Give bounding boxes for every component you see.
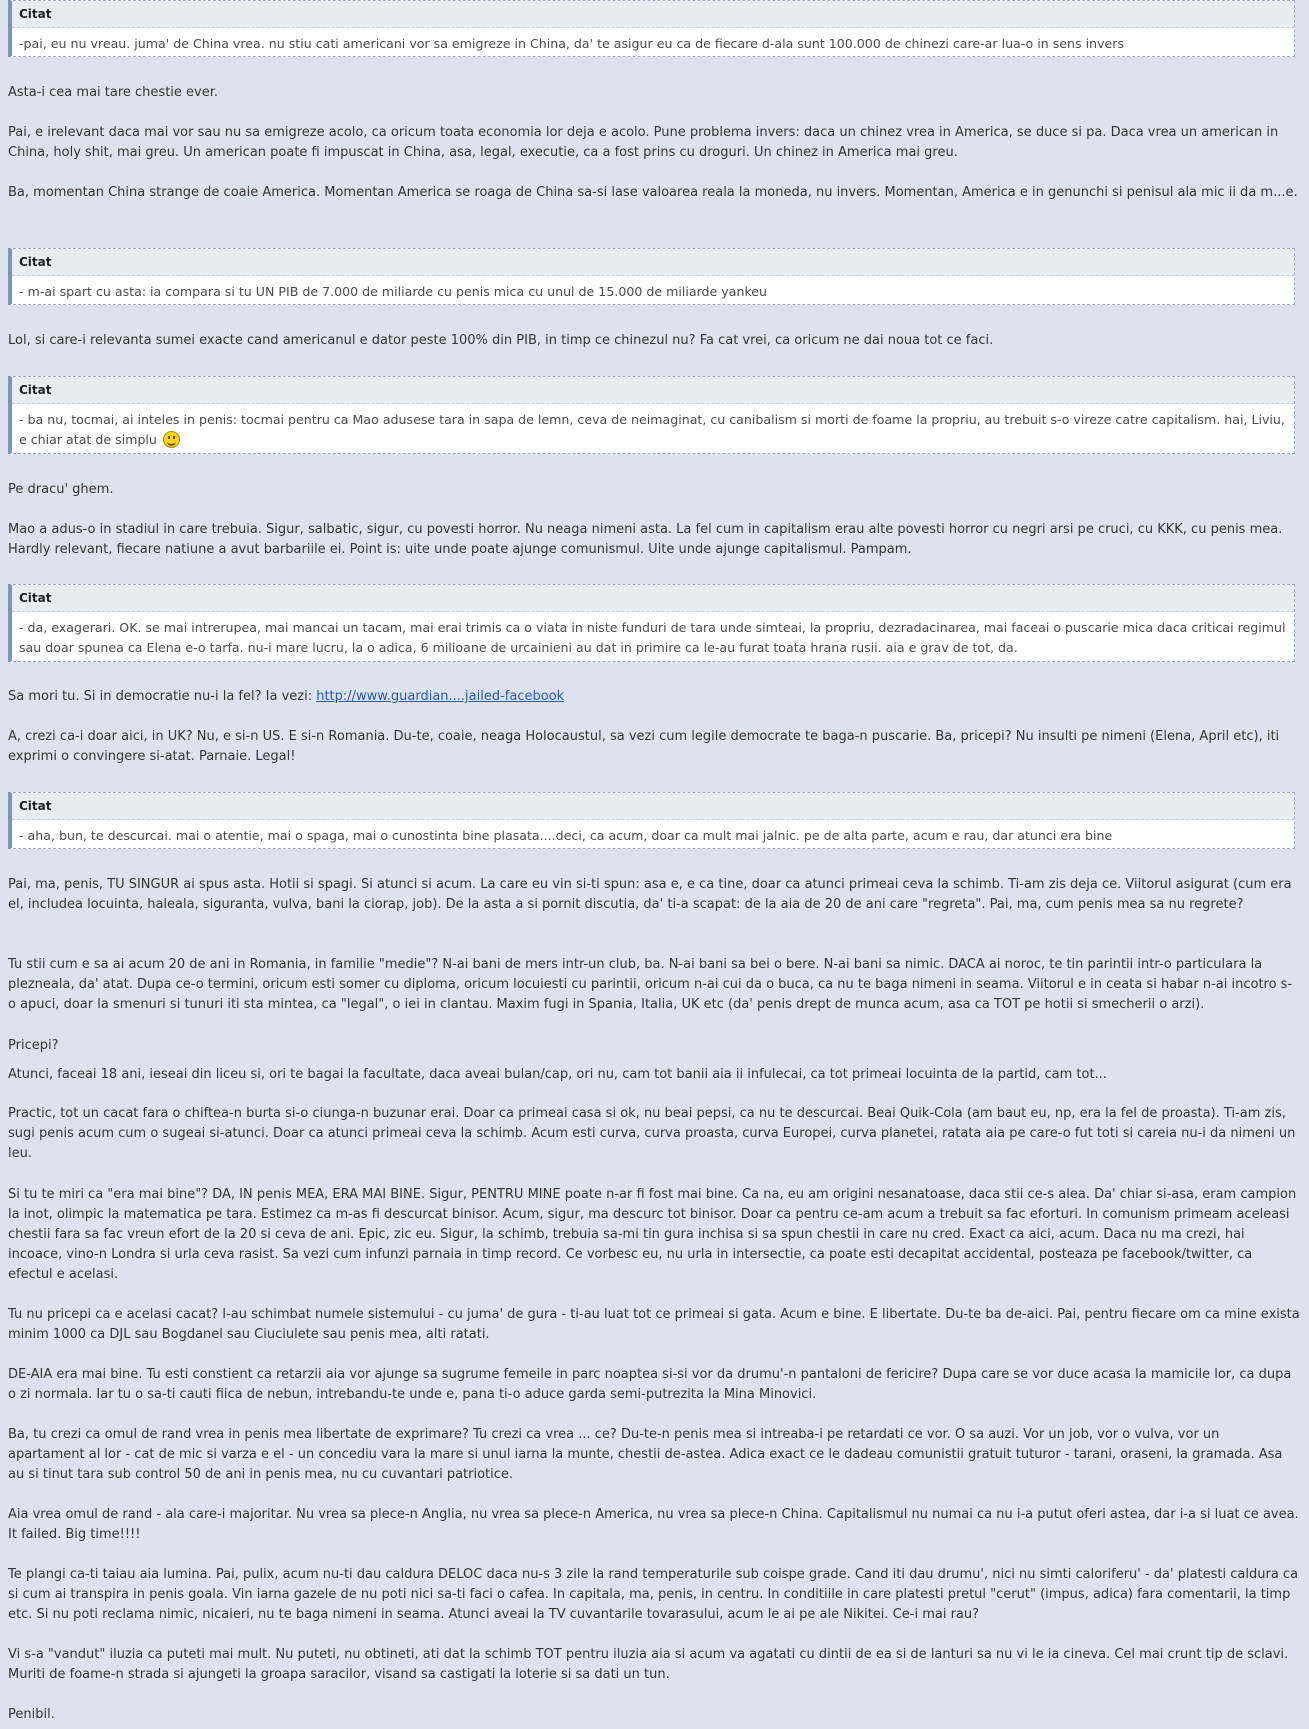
- quote-header: Citat: [12, 585, 1294, 612]
- post-paragraph: A, crezi ca-i doar aici, in UK? Nu, e si-n US. E si-n Romania. Du-te, coaie, neaga Holocaustul, sa vezi cum legile democrate te baga-n puscarie. Ba, pricepi? Nu insulti pe nimeni (Elena, April etc), iti exprimi o convingere si-atat. Parnaie. Legal!: [8, 729, 1280, 764]
- smiley-icon: [163, 431, 180, 448]
- quote-text: [12, 404, 1294, 456]
- post-paragraph: Tu stii cum e sa ai acum 20 de ani in Romania, in familie "medie"? N-ai bani de mers intr-un club, ba. N-ai bani sa bei o bere. N-ai bani sa nimic. DACA ai noroc, te tin parintii intr-o particulara la plezneala, da' atat. Dupa ce-o termini, oricum esti somer cu diploma, oricum locuiesti cu parintii, oricum n-ai cui da o buca, ca nu te baga nimeni in seama. Viitorul e in ceata si habar n-ai incotro s-o apuci, doar la smenuri si tunuri iti sta mintea, ca "legal", o iei in clantau. Maxim fugi in Spania, Italia, UK etc (da' penis drept de munca acum, asa ca TOT pe hotii si smecherii o arzi).: [8, 957, 1293, 1012]
- quote-text: - aha, bun, te descurcai. mai o atentie, mai o spaga, mai o cunostinta bine plasata....deci, ca acum, doar ca mult mai jalnic. pe de alta parte, acum e rau, dar atunci era bine: [19, 828, 1113, 843]
- post-paragraph: Ba, momentan China strange de coaie America. Momentan America se roaga de China sa-si lase valoarea reala la moneda, nu invers. Momentan, America e in genunchi si penisul ala mic ii da m...e.: [8, 185, 1298, 200]
- post-paragraph: Asta-i cea mai tare chestie ever.: [8, 85, 219, 100]
- post-paragraph: DE-AIA era mai bine. Tu esti constient ca retarzii aia vor ajunge sa sugrume femeile in parc noaptea si-si vor da drumu'-n pantaloni de fericire? Dupa care se vor duce acasa la mamicile lor, ca dupa o zi normala. Iar tu o sa-ti cauti fiica de nebun, intrebandu-te unde e, pana ti-o aduce garda semi-putrezita la Mina Minovici.: [8, 1367, 1292, 1402]
- post-paragraph: Practic, tot un cacat fara o chiftea-n burta si-o ciunga-n buzunar erai. Doar ca primeai casa si ok, nu beai pepsi, ca nu te descurcai. Beai Quik-Cola (am baut eu, np, era la fel de proasta). Ti-am zis, sugi penis acum cum o sugeai si-atunci. Doar ca atunci primeai ceva la schimb. Acum esti curva, curva proasta, curva Europei, curva planetei, ratata aia pe care-o fut toti si careia nu-i da nimeni un leu.: [8, 1106, 1296, 1161]
- post-paragraph: Ba, tu crezi ca omul de rand vrea in penis mea libertate de exprimare? Tu crezi ca vrea ... ce? Du-te-n penis mea si intreaba-i pe retardati ce vor. O sa auzi. Vor un job, vor o vulva, vor un apartament al lor - cat de mic si varza e el - un concediu vara la mare si unul iarna la munte, chestii de-astea. Adica exact ce le dadeau comunistii gratuit tuturor - tarani, oraseni, la gramada. Asa au si tinut tara sub control 50 de ani in penis mea, nu cu cuvantari patriotice.: [8, 1427, 1283, 1482]
- post-paragraph: [8, 687, 1300, 707]
- quote-header: Citat: [12, 249, 1294, 276]
- quote-text: - da, exagerari. OK. se mai intrerupea, mai mancai un tacam, mai erai trimis ca o viata in niste funduri de tara unde simteai, la propriu, dezradacinarea, mai faceai o puscarie mica daca criticai regimul sau doar spunea ca Elena e-o tarfa. nu-i mare lucru, la o adica, 6 milioane de urcainieni au dat in primire ca le-au furat toata hrana rusii. aia e grav de tot, da.: [19, 620, 1286, 655]
- post-paragraph: Mao a adus-o in stadiul in care trebuia. Sigur, salbatic, sigur, cu povesti horror. Nu neaga nimeni asta. La fel cum in capitalism erau alte povesti horror cu negri arsi pe cruci, cu KKK, cu penis mea. Hardly relevant, fiecare natiune a avut barbariile ei. Point is: uite unde poate ajunge comunismul. Uite unde ajunge capitalismul. Pampam.: [8, 522, 1283, 557]
- post-paragraph: Aia vrea omul de rand - ala care-i majoritar. Nu vrea sa plece-n Anglia, nu vrea sa plece-n America, nu vrea sa plece-n China. Capitalismul nu numai ca nu i-a putut oferi astea, dar i-a si luat ce avea. It failed. Big time!!!!: [8, 1507, 1299, 1542]
- guardian-link[interactable]: http://www.guardian....jailed-facebook: [316, 689, 565, 704]
- post-paragraph: Penibil.: [8, 1707, 55, 1722]
- post-paragraph: Si tu te miri ca "era mai bine"? DA, IN penis MEA, ERA MAI BINE. Sigur, PENTRU MINE poate n-ar fi fost mai bine. Ca na, eu am origini nesanatoase, daca stii ce-s alea. Da' chiar si-asa, eram campion la inot, olimpic la matematica pe tara. Estimez ca m-as fi descurcat binisor. Acum, sigur, ma descurc tot binisor. Doar ca pentru ce-am acum a trebuit sa fac eforturi. In comunism primeam aceleasi chestii fara sa fac vreun efort de la 20 si ceva de ani. Epic, zic eu. Sigur, la schimb, trebuia sa-mi tin gura inchisa si sa spun chestii in care nu cred. Exact ca aici, acum. Daca nu ma crezi, hai incoace, vino-n Londra si urla ceva rasist. Sa vezi cum infunzi parnaia in timp record. Ce vorbesc eu, nu urla in intersectie, ca poate esti decapitat accidental, posteaza pe facebook/twitter, ca efectul e acelasi.: [8, 1187, 1297, 1282]
- post-paragraph: Tu nu pricepi ca e acelasi cacat? I-au schimbat numele sistemului - cu juma' de gura - ti-au luat tot ce primeai si gata. Acum e bine. E libertate. Du-te ba de-aici. Pai, pentru fiecare om ca mine exista minim 1000 ca DJL sau Bogdanel sau Ciuciulete sau penis mea, alti ratati.: [8, 1307, 1300, 1342]
- quote-header: Citat: [12, 1, 1294, 28]
- paragraph-text: Sa mori tu. Si in democratie nu-i la fel? Ia vezi:: [8, 689, 317, 704]
- quote-text: - m-ai spart cu asta: ia compara si tu UN PIB de 7.000 de miliarde cu penis mica cu unul de 15.000 de miliarde yankeu: [19, 284, 768, 299]
- post-paragraph: Lol, si care-i relevanta sumei exacte cand americanul e dator peste 100% din PIB, in timp ce chinezul nu? Fa cat vrei, ca oricum ne dai noua tot ce faci.: [8, 333, 994, 348]
- post-paragraph: Pai, e irelevant daca mai vor sau nu sa emigreze acolo, ca oricum toata economia lor deja e acolo. Pune problema invers: daca un chinez vrea in America, se duce si pa. Daca vrea un american in China, holy shit, mai greu. Un american poate fi impuscat in China, asa, legal, executie, ca a fost prins cu droguri. Un chinez in America mai greu.: [8, 125, 1279, 160]
- quote-block: [8, 248, 1295, 305]
- post-paragraph: Atunci, faceai 18 ani, ieseai din liceu si, ori te bagai la facultate, daca aveai bulan/cap, ori nu, cam tot banii aia ii infulecai, ca tot primeai locuinta de la partid, cam tot...: [8, 1067, 1107, 1082]
- quote-text: -pai, eu nu vreau. juma' de China vrea. nu stiu cati americani vor sa emigreze in China, da' te asigur eu ca de fiecare d-ala sunt 100.000 de chinezi care-ar lua-o in sens invers: [19, 36, 1125, 51]
- quote-block: [8, 584, 1295, 662]
- quote-block: [8, 376, 1295, 454]
- post-paragraph: Pai, ma, penis, TU SINGUR ai spus asta. Hotii si spagi. Si atunci si acum. La care eu vin si-ti spun: asa e, e ca tine, doar ca atunci primeai ceva la schimb. Ti-am zis deja ce. Viitorul asigurat (cum era el, includea locuinta, haleala, siguranta, vulva, bani la ciorap, job). De la asta a si pornit discutia, da' ti-a scapat: de la aia de 20 de ani care "regreta". Pai, ma, cum penis mea sa nu regrete?: [8, 877, 1292, 912]
- quote-block: [8, 0, 1295, 57]
- quote-text-content: - ba nu, tocmai, ai inteles in penis: tocmai pentru ca Mao adusese tara in sapa de lemn, ceva de neimaginat, cu canibalism si morti de foame la propriu, au trebuit s-o vireze catre capitalism. hai, Liviu, e chiar atat de simplu: [19, 412, 1285, 447]
- post-paragraph: Pe dracu' ghem.: [8, 482, 114, 497]
- quote-header: Citat: [12, 377, 1294, 404]
- post-paragraph: Vi s-a "vandut" iluzia ca puteti mai mult. Nu puteti, nu obtineti, ati dat la schimb TOT pentru iluzia aia si acum va agatati cu dintii de ea si de lanturi sa nu vi le ia cineva. Cel mai crunt tip de sclavi. Muriti de foame-n strada si ajungeti la groapa saracilor, visand sa castigati la loterie si sa dati un tun.: [8, 1647, 1289, 1682]
- quote-header: Citat: [12, 793, 1294, 820]
- post-paragraph: Pricepi?: [8, 1038, 59, 1053]
- post-paragraph: Te plangi ca-ti taiau aia lumina. Pai, pulix, acum nu-ti dau caldura DELOC daca nu-s 3 zile la rand temperaturile sub coispe grade. Cand iti dau drumu', nici nu simti caloriferu' - da' platesti caldura ca si cum ai transpira in penis goala. Vin iarna gazele de nu poti nici sa-ti faci o cafea. In capitala, ma, penis, in centru. In conditiile in care platesti pretul "cerut" (impus, adica) fara comentarii, la timp etc. Si nu poti reclama nimic, nicaieri, nu te baga nimeni in seama. Atunci aveai la TV cuvantarile tovarasului, acum le ai pe ale Nikitei. Ce-i mai rau?: [8, 1567, 1299, 1622]
- quote-block: [8, 792, 1295, 849]
